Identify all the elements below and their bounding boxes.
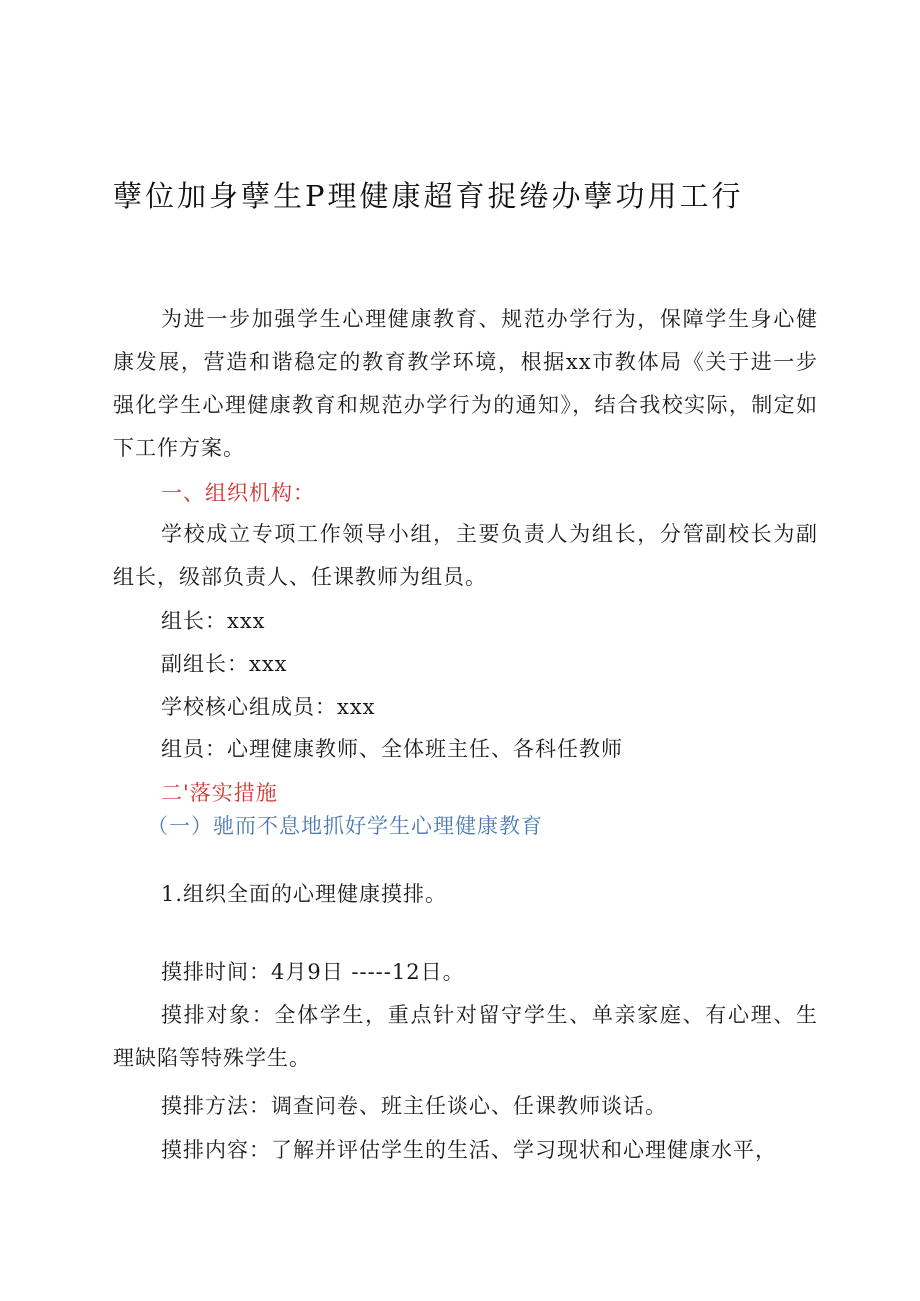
section-heading-organization: 一、组织机构：: [161, 481, 315, 505]
members-line: 组员：心理健康教师、全体班主任、各科任教师: [161, 737, 623, 761]
intro-paragraph: 为进一步加强学生心理健康教育、规范办学行为，保障学生身心健康发展，营造和谐稳定的教育教学环境，根据xx市教体局《关于进一步强化学生心理健康教育和规范办学行为的通知》，结合我校实际，制定如下工作方案。: [113, 307, 818, 460]
section-heading-measures: 二'落实措施: [161, 781, 278, 805]
survey-time-line: 摸排时间：4月9日 -----12日。: [161, 960, 465, 984]
survey-target-paragraph: 摸排对象：全体学生，重点针对留守学生、单亲家庭、有心理、生理缺陷等特殊学生。: [113, 1003, 818, 1070]
leader-line: 组长：xxx: [161, 609, 266, 633]
subsection-heading-mental-health: （一）驰而不息地抓好学生心理健康教育: [147, 814, 543, 838]
deputy-leader-line: 副组长：xxx: [161, 652, 288, 676]
item-1-line: 1.组织全面的心理健康摸排。: [161, 882, 448, 906]
survey-method-line: 摸排方法：调查问卷、班主任谈心、任课教师谈话。: [161, 1094, 667, 1118]
organization-paragraph: 学校成立专项工作领导小组，主要负责人为组长，分管副校长为副组长，级部负责人、任课教师为组员。: [113, 522, 818, 589]
core-members-line: 学校核心组成员：xxx: [161, 695, 376, 719]
survey-content-line: 摸排内容：了解并评估学生的生活、学习现状和心理健康水平，: [161, 1138, 777, 1162]
document-title: 孽位加身孽生P理健康超育捉绻办孽功用工行: [113, 179, 744, 213]
